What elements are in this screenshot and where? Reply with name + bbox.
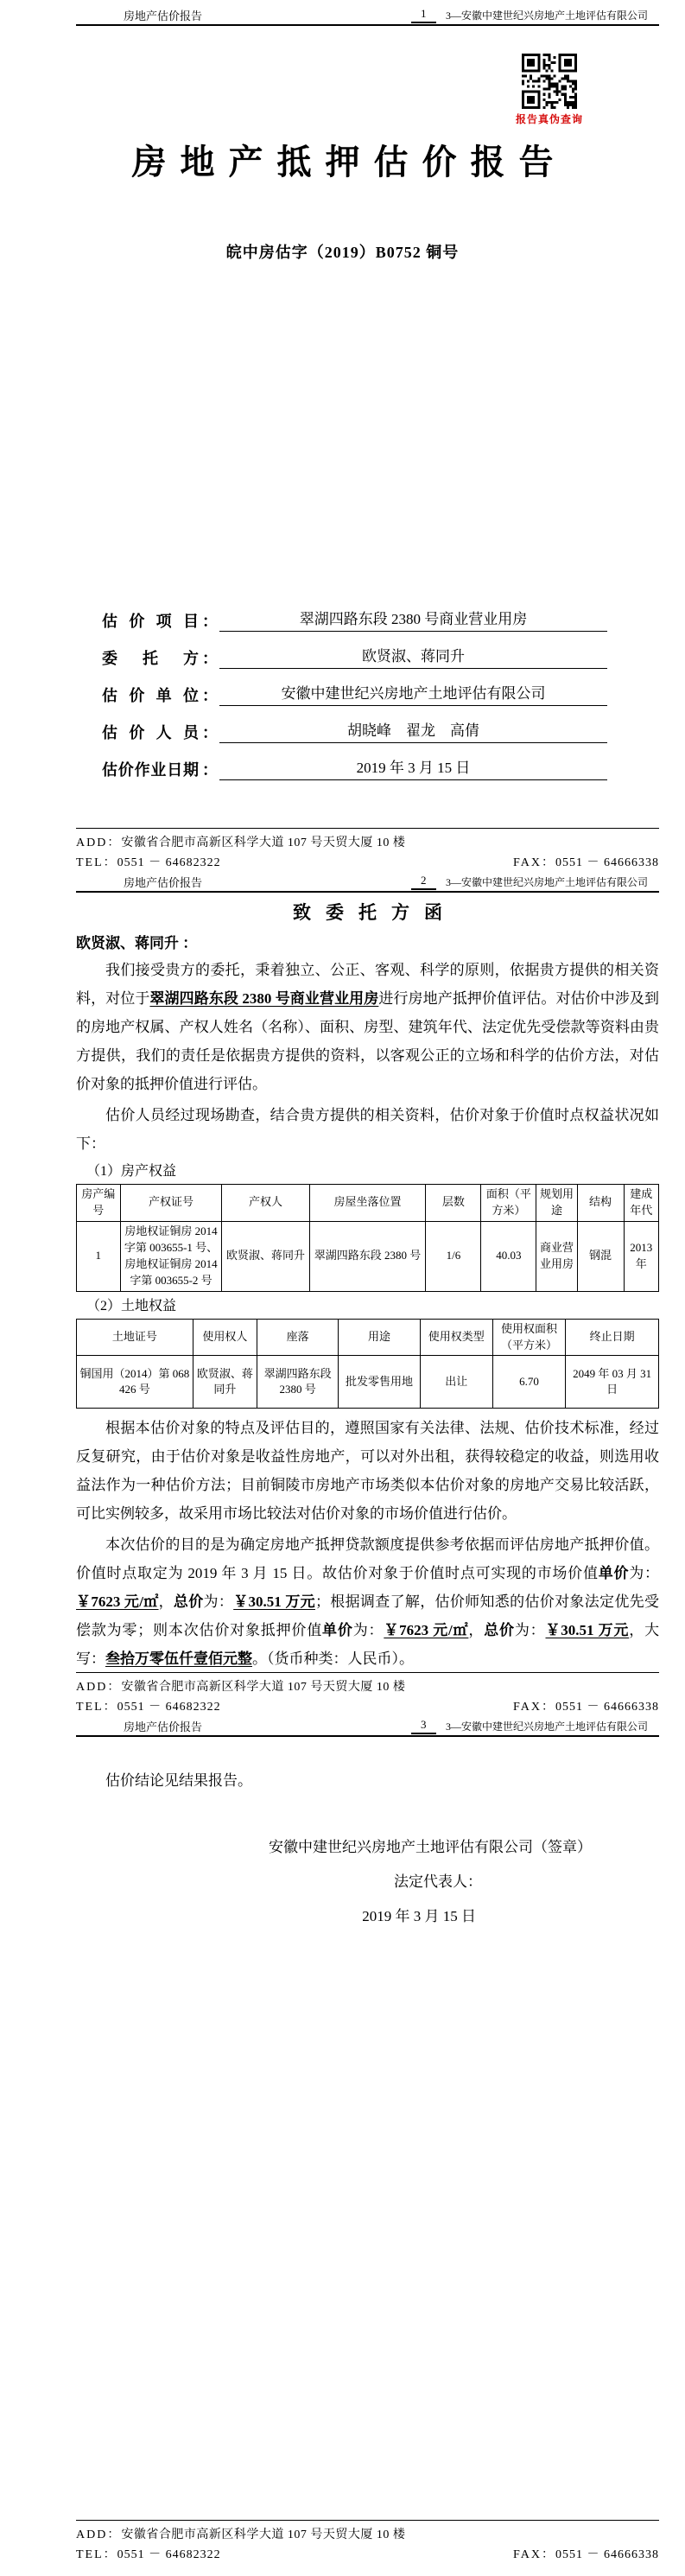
table-cell: 商业营业用房 [536, 1221, 577, 1291]
column-header: 建成年代 [624, 1185, 659, 1222]
fax-line [513, 1697, 659, 1714]
page-number: 3 [411, 1718, 436, 1734]
tel-line [76, 853, 221, 870]
field-label: 估价作业日期 [102, 761, 199, 779]
address-line [76, 829, 659, 850]
table-cell: 钢混 [577, 1221, 624, 1291]
header-rule [76, 1735, 659, 1737]
text-segment: 。（货币种类：人民币）。 [252, 1651, 414, 1668]
field-label: 委托方 [102, 650, 199, 667]
header-rule [76, 24, 659, 26]
conclusion-note: 估价结论见结果报告。 [105, 1772, 252, 1789]
header-doc-title: 房地产估价报告 [124, 10, 203, 22]
column-header: 土地证号 [77, 1319, 193, 1356]
letter-paragraph-3: 根据本估价对象的特点及评估目的，遵照国家有关法律、法规、估价技术标准，经过反复研究，由于估价对象是收益性房地产，可以对外出租，获得较稳定的收益，则选用收益法作为一种估价方法；目前铜陵市房地产市场类似本估价对象的房地产交易比较活跃，可比实例较多，故采用市场比较法对估价对象的市场价值进行估价。 [76, 1420, 659, 1523]
tel-label: TEL： [76, 2548, 117, 2561]
fax-label: FAX： [513, 1701, 555, 1714]
field-colon: ： [202, 613, 218, 630]
report-number: 皖中房估字（2019）B0752 铜号 [225, 244, 460, 261]
closing-block [76, 1768, 659, 1934]
column-header: 使用权人 [193, 1319, 257, 1356]
page-number: 2 [411, 874, 436, 890]
tel-label: TEL： [76, 856, 117, 869]
text-segment: 为： [203, 1593, 234, 1611]
text-segment: 本次估价的目的是为确定房地产抵押贷款额度提供参考依据而评估房地产抵押价值。价值时点取定为 2019 年 3 月 15 日。故估价对象于价值时点可实现的市场价值 [76, 1536, 659, 1582]
table-cell: 40.03 [481, 1221, 536, 1291]
text-segment: 叁拾万零伍仟壹佰元整 [105, 1651, 252, 1668]
field-colon: ： [202, 724, 218, 741]
page3-header [76, 1716, 659, 1735]
page-footer [76, 1673, 659, 1714]
field-colon: ： [202, 650, 218, 667]
report-title: 房地产抵押估价报告 [131, 143, 568, 181]
page1-footer-page2-header [76, 828, 659, 893]
text-segment: 单价 [322, 1622, 353, 1639]
page3-footer [76, 2520, 659, 2562]
column-header: 终止日期 [566, 1319, 659, 1356]
qr-block [513, 54, 586, 126]
header-company: 3—安徽中建世纪兴房地产土地评估有限公司 [446, 1721, 649, 1733]
table-cell: 2049 年 03 月 31 日 [566, 1356, 659, 1409]
text-segment: ， [468, 1622, 485, 1639]
add-label: ADD： [76, 2528, 122, 2541]
table-cell: 6.70 [492, 1356, 565, 1409]
column-header: 面积（平方米） [481, 1185, 536, 1222]
tel-label: TEL： [76, 1701, 117, 1714]
column-header: 结构 [577, 1185, 624, 1222]
signature-company: 安徽中建世纪兴房地产土地评估有限公司（签章） [269, 1839, 592, 1855]
house-rights-table [76, 1184, 659, 1292]
fax-number: 0551 － 64666338 [555, 2548, 659, 2561]
column-header: 座落 [257, 1319, 338, 1356]
column-header: 使用权面积（平方米） [492, 1319, 565, 1356]
fax-label: FAX： [513, 856, 555, 869]
page2-header [76, 872, 659, 891]
add-label: ADD： [76, 836, 122, 849]
tel-number: 0551 － 64682322 [117, 2548, 221, 2561]
column-header: 产权人 [222, 1185, 309, 1222]
tel-number: 0551 － 64682322 [117, 856, 221, 869]
table-cell: 1/6 [426, 1221, 481, 1291]
table-cell: 翠湖四路东段 2380 号 [309, 1221, 426, 1291]
field-row-appraisers [102, 706, 607, 743]
add-label: ADD： [76, 1681, 122, 1694]
text-segment: 我们接受贵方的委托，秉着独立、公正、客观、科学的原则，依据贵方提供的相关资料，对位于 [76, 962, 659, 1007]
text-segment: 翠湖四路东段 2380 号商业营业用房 [149, 990, 379, 1007]
page-number: 1 [411, 7, 436, 23]
fax-line [513, 853, 659, 870]
letter-to-client [76, 899, 659, 1676]
field-row-project [102, 595, 607, 632]
page1-header [76, 5, 659, 26]
letter-title: 致委托方函 [293, 902, 457, 923]
letter-paragraph-4 [76, 1530, 659, 1673]
section-title-land: （2）土地权益 [86, 1298, 177, 1313]
column-header: 用途 [339, 1319, 420, 1356]
field-label: 估价单位 [102, 687, 199, 704]
qr-code [522, 54, 577, 109]
header-company: 3—安徽中建世纪兴房地产土地评估有限公司 [446, 876, 649, 888]
table-cell: 欧贤淑、蒋同升 [193, 1356, 257, 1409]
text-segment: ；根据调查了解，估价师知悉的估价对象法定优先受偿款为零；则本次估价对象抵押价值 [76, 1593, 660, 1639]
table-row [77, 1356, 659, 1409]
text-segment: ￥7623 元/㎡ [384, 1622, 469, 1639]
page-footer [76, 829, 659, 870]
text-segment: 进行房地产抵押价值评估。对估价中涉及到的房地产权属、产权人姓名（名称）、面积、房型、建筑年代、法定优先受偿款等资料由贵方提供，我们的责任是依据贵方提供的资料，以客观公正的立场和科学的估价方法，对估价对象的抵押价值进行评估。 [76, 990, 660, 1092]
tel-number: 0551 － 64682322 [117, 1701, 221, 1714]
cover-fields [76, 595, 659, 780]
text-segment: 为： [352, 1622, 384, 1639]
table-cell: 铜国用（2014）第 068426 号 [77, 1356, 193, 1409]
letter-paragraph-2: 估价人员经过现场勘查，结合贵方提供的相关资料，估价对象于价值时点权益状况如下： [76, 1107, 659, 1152]
header-rule [76, 891, 659, 893]
table-row [77, 1221, 659, 1291]
page-footer [76, 2521, 659, 2562]
text-segment: ￥7623 元/㎡ [76, 1593, 159, 1611]
tel-line [76, 2545, 221, 2562]
address-text: 安徽省合肥市高新区科学大道 107 号天贸大厦 10 楼 [121, 1681, 406, 1694]
address-text: 安徽省合肥市高新区科学大道 107 号天贸大厦 10 楼 [121, 836, 406, 849]
fax-number: 0551 － 64666338 [555, 856, 659, 869]
address-text: 安徽省合肥市高新区科学大道 107 号天贸大厦 10 楼 [121, 2528, 406, 2541]
field-colon: ： [202, 761, 218, 779]
address-line [76, 2521, 659, 2542]
header-doc-title: 房地产估价报告 [124, 1721, 203, 1733]
field-value: 安徽中建世纪兴房地产土地评估有限公司 [219, 681, 607, 706]
text-segment: 单价 [598, 1565, 630, 1582]
field-value: 胡晓峰 翟龙 高倩 [219, 718, 607, 743]
field-label: 估价项目 [102, 613, 199, 630]
text-segment: 为： [514, 1622, 546, 1639]
text-segment: 总价 [173, 1593, 204, 1611]
land-rights-table [76, 1319, 659, 1409]
section-title-house: （1）房产权益 [86, 1164, 177, 1179]
fax-label: FAX： [513, 2548, 555, 2561]
column-header: 规划用途 [536, 1185, 577, 1222]
field-label: 估价人员 [102, 724, 199, 741]
text-segment: ￥30.51 万元 [545, 1622, 630, 1639]
field-row-agency [102, 669, 607, 706]
column-header: 房屋坐落位置 [309, 1185, 426, 1222]
salutation: 欧贤淑、蒋同升 ： [76, 935, 198, 951]
table-cell: 出让 [420, 1356, 492, 1409]
text-segment: 总价 [484, 1622, 515, 1639]
fax-line [513, 2545, 659, 2562]
signature-date: 2019 年 3 月 15 日 [362, 1908, 476, 1924]
page2-footer-page3-header [76, 1672, 659, 1737]
table-cell: 房地权证铜房 2014 字第 003655-1 号、房地权证铜房 2014 字第 003655-2 号 [120, 1221, 222, 1291]
table-cell: 1 [77, 1221, 121, 1291]
table-cell: 欧贤淑、蒋同升 [222, 1221, 309, 1291]
field-value: 欧贤淑、蒋同升 [219, 644, 607, 669]
text-segment: ￥30.51 万元 [233, 1593, 315, 1611]
tel-line [76, 1697, 221, 1714]
field-value: 翠湖四路东段 2380 号商业营业用房 [219, 607, 607, 632]
table-cell: 批发零售用地 [339, 1356, 420, 1409]
column-header: 层数 [426, 1185, 481, 1222]
letter-paragraph-1 [76, 956, 659, 1098]
table-cell: 2013 年 [624, 1221, 659, 1291]
column-header: 产权证号 [120, 1185, 222, 1222]
signature-legal-rep: 法定代表人： [394, 1873, 482, 1890]
header-doc-title: 房地产估价报告 [124, 876, 203, 889]
field-colon: ： [202, 687, 218, 704]
field-row-date [102, 743, 607, 780]
field-value: 2019 年 3 月 15 日 [219, 755, 607, 780]
header-company: 3—安徽中建世纪兴房地产土地评估有限公司 [446, 10, 649, 22]
qr-caption: 报告真伪查询 [515, 113, 583, 125]
text-segment: 为： [629, 1565, 660, 1582]
column-header: 使用权类型 [420, 1319, 492, 1356]
address-line [76, 1673, 659, 1695]
column-header: 房产编号 [77, 1185, 121, 1222]
fax-number: 0551 － 64666338 [555, 1701, 659, 1714]
text-segment: ，大写： [76, 1622, 660, 1668]
table-cell: 翠湖四路东段 2380 号 [257, 1356, 338, 1409]
text-segment: ， [158, 1593, 174, 1611]
field-row-client [102, 632, 607, 669]
